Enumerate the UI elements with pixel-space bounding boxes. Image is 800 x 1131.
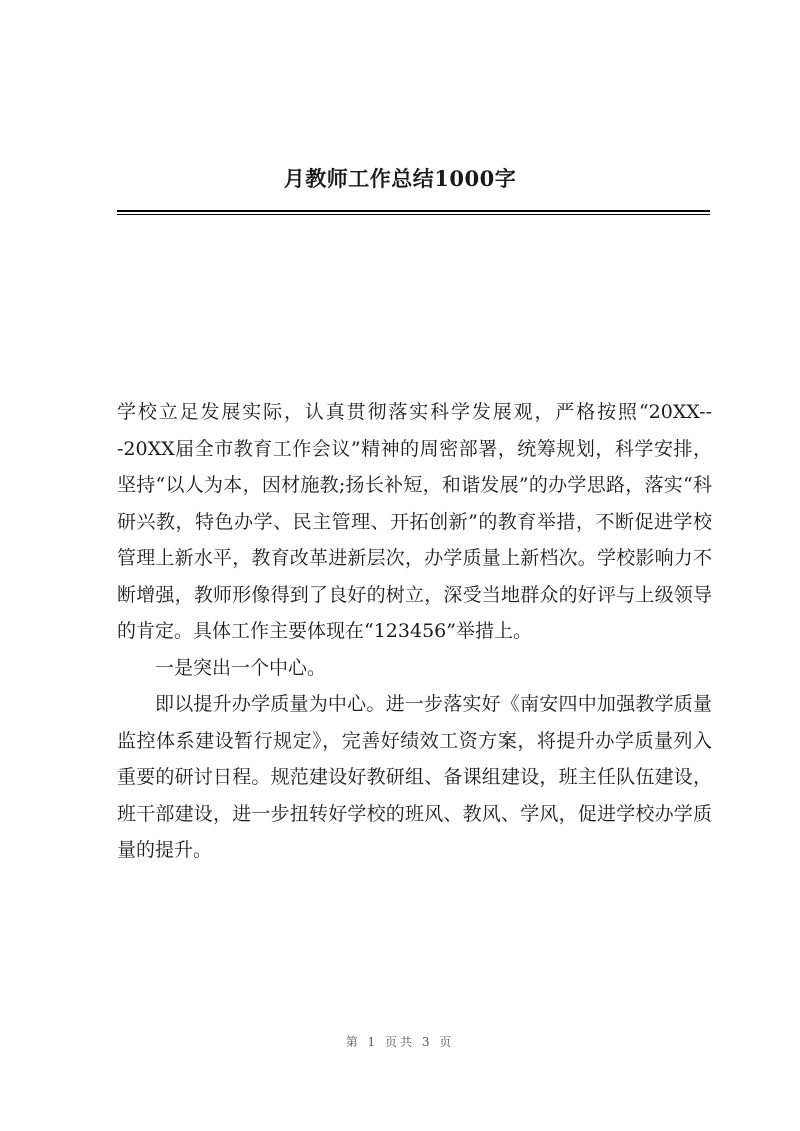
paragraph-intro: 学校立足发展实际，认真贯彻落实科学发展观，严格按照“20XX---20XX届全市教育工作会议”精神的周密部署，统筹规划，科学安排，坚持“以人为本，因材施教;扬长补短，和谐发展”的办学思路，落实“科研兴教，特色办学、民主管理、开拓创新”的教育举措，不断促进学校管理上新水平，教育改革进新层次，办学质量上新档次。学校影响力不断增强，教师形像得到了良好的树立，深受当地群众的好评与上级领导的肯定。具体工作主要体现在“123456”举措上。 — [117, 401, 712, 642]
document-title: 月教师工作总结1000字 — [283, 166, 517, 191]
title-divider-thin — [117, 214, 710, 215]
title-divider-thick — [117, 210, 710, 212]
paragraph-section-heading: 一是突出一个中心。 — [155, 656, 327, 679]
document-body — [117, 394, 712, 869]
paragraph-section-body: 即以提升办学质量为中心。进一步落实好《南安四中加强教学质量监控体系建设暂行规定》，完善好绩效工资方案，将提升办学质量列入重要的研讨日程。规范建设好教研组、备课组建设，班主任队伍建设，班干部建设，进一步扭转好学校的班风、教风、学风，促进学校办学质量的提升。 — [117, 693, 712, 861]
page-number-footer: 第 1 页共 3 页 — [345, 1035, 455, 1049]
